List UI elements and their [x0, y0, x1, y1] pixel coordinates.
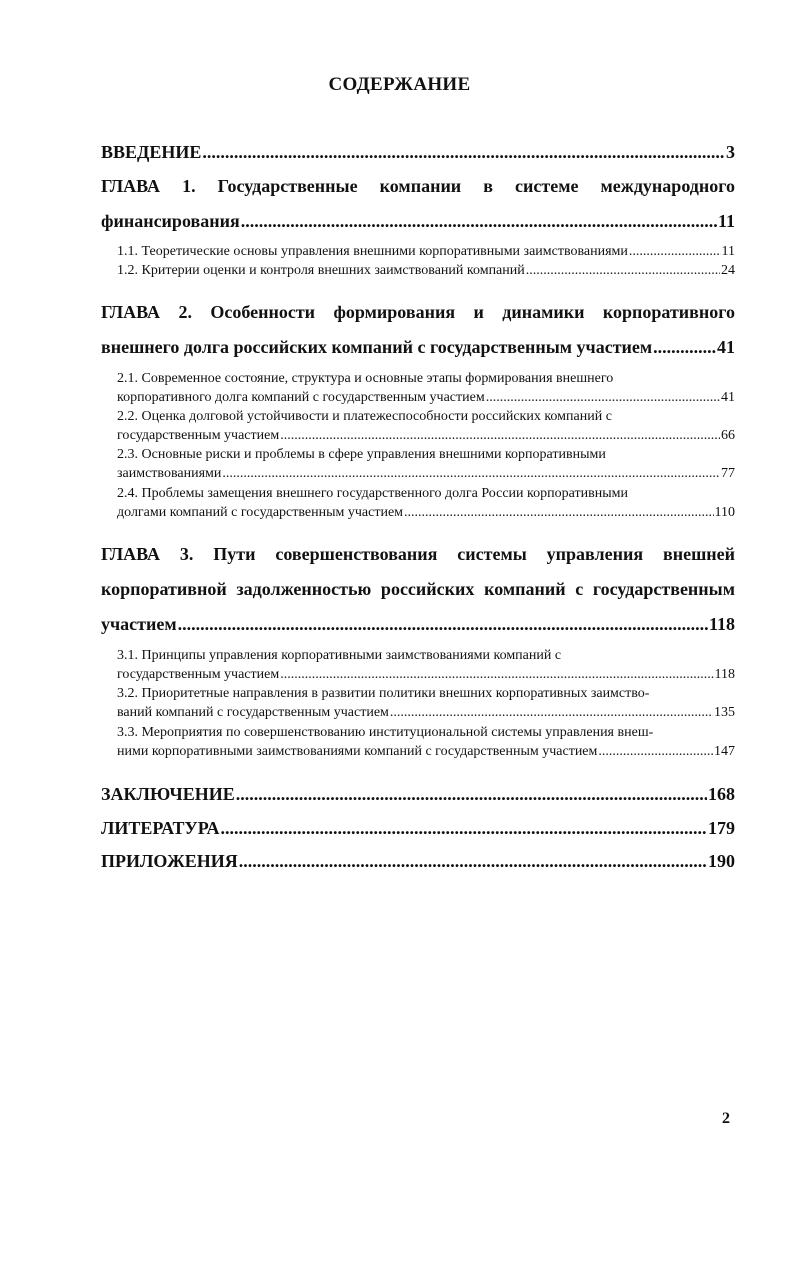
dot-leader: [598, 744, 713, 760]
toc-entry-literature[interactable]: [101, 818, 735, 839]
toc-entry-label: 1.1. Теоретические основы управления внешними корпоративными заимствованиями: [117, 244, 628, 259]
toc-section-3-1-line1[interactable]: 3.1. Принципы управления корпоративными заимствованиями компаний с: [117, 648, 562, 663]
toc-entry-page: 135: [714, 705, 735, 720]
toc-chapter-3-line1[interactable]: ГЛАВА 3. Пути совершенствования системы управления внешней: [101, 544, 735, 564]
toc-chapter-3-line2[interactable]: корпоративной задолженностью российских компаний с государственным: [101, 579, 735, 599]
dot-leader: [241, 211, 717, 232]
dot-leader: [178, 614, 708, 635]
dot-leader: [486, 390, 720, 406]
toc-entry-label: ЗАКЛЮЧЕНИЕ: [101, 784, 235, 804]
toc-chapter-2-line1[interactable]: ГЛАВА 2. Особенности формирования и динамики корпоративного: [101, 302, 735, 322]
toc-section-3-1[interactable]: [117, 667, 735, 683]
toc-entry-label: участием: [101, 614, 177, 634]
page-number: 2: [722, 1110, 730, 1127]
dot-leader: [239, 851, 707, 872]
toc-section-2-2-line1[interactable]: 2.2. Оценка долговой устойчивости и платежеспособности российских компаний с: [117, 409, 612, 424]
toc-chapter-2[interactable]: [101, 337, 735, 358]
toc-section-2-1-line1[interactable]: 2.1. Современное состояние, структура и основные этапы формирования внешнего: [117, 371, 614, 386]
toc-entry-page: 11: [721, 244, 735, 259]
toc-entry-page: 190: [708, 851, 735, 871]
toc-section-3-3[interactable]: [117, 744, 735, 760]
dot-leader: [222, 466, 720, 482]
toc-entry-label: ними корпоративными заимствованиями компаний с государственным участием: [117, 744, 598, 759]
toc-entry-label: ПРИЛОЖЕНИЯ: [101, 851, 238, 871]
toc-entry-page: 11: [717, 211, 735, 231]
toc-entry-label: внешнего долга российских компаний с государственным участием: [101, 337, 653, 357]
toc-entry-appendix[interactable]: [101, 851, 735, 872]
toc-entry-label: ЛИТЕРАТУРА: [101, 818, 220, 838]
dot-leader: [220, 818, 707, 839]
toc-section-2-2[interactable]: [117, 428, 735, 444]
toc-entry-page: 168: [708, 784, 735, 804]
toc-entry-page: 147: [714, 744, 735, 759]
dot-leader: [280, 428, 720, 444]
toc-section-3-3-line1[interactable]: 3.3. Мероприятия по совершенствованию институциональной системы управления внеш-: [117, 725, 654, 740]
dot-leader: [390, 705, 713, 721]
toc-section-3-2[interactable]: [117, 705, 735, 721]
toc-entry-label: государственным участием: [117, 667, 280, 682]
toc-entry-intro[interactable]: [101, 142, 735, 163]
toc-entry-label: ваний компаний с государственным участием: [117, 705, 389, 720]
toc-section-1-1[interactable]: [117, 244, 735, 260]
dot-leader: [526, 263, 720, 279]
dot-leader: [404, 505, 714, 521]
toc-entry-label: финансирования: [101, 211, 240, 231]
toc-section-2-3[interactable]: [117, 466, 735, 482]
toc-section-2-1[interactable]: [117, 390, 735, 406]
toc-entry-page: 41: [717, 337, 735, 357]
toc-entry-page: 179: [708, 818, 735, 838]
dot-leader: [236, 784, 707, 805]
toc-chapter-1[interactable]: [101, 211, 735, 232]
toc-entry-page: 66: [721, 428, 735, 443]
toc-entry-label: государственным участием: [117, 428, 280, 443]
toc-entry-page: 118: [708, 614, 735, 634]
page-title: СОДЕРЖАНИЕ: [328, 74, 471, 95]
toc-chapter-3[interactable]: [101, 614, 735, 635]
toc-entry-page: 3: [726, 142, 735, 162]
toc-entry-page: 24: [721, 263, 735, 278]
dot-leader: [280, 667, 713, 683]
toc-entry-label: ВВЕДЕНИЕ: [101, 142, 202, 162]
toc-entry-label: долгами компаний с государственным участием: [117, 505, 404, 520]
toc-entry-page: 41: [721, 390, 735, 405]
toc-entry-page: 110: [714, 505, 735, 520]
toc-entry-page: 118: [714, 667, 735, 682]
dot-leader: [629, 244, 721, 260]
toc-section-2-4-line1[interactable]: 2.4. Проблемы замещения внешнего государственного долга России корпоративными: [117, 486, 628, 501]
toc-entry-page: 77: [721, 466, 735, 481]
toc-section-1-2[interactable]: [117, 263, 735, 279]
toc-section-2-3-line1[interactable]: 2.3. Основные риски и проблемы в сфере управления внешними корпоративными: [117, 447, 606, 462]
toc-entry-conclusion[interactable]: [101, 784, 735, 805]
dot-leader: [202, 142, 725, 163]
toc-entry-label: 1.2. Критерии оценки и контроля внешних заимствований компаний: [117, 263, 525, 278]
toc-entry-label: корпоративного долга компаний с государственным участием: [117, 390, 485, 405]
dot-leader: [653, 337, 716, 358]
toc-section-2-4[interactable]: [117, 505, 735, 521]
toc-chapter-1-line1[interactable]: ГЛАВА 1. Государственные компании в системе международного: [101, 176, 735, 196]
toc-section-3-2-line1[interactable]: 3.2. Приоритетные направления в развитии политики внешних корпоративных заимство-: [117, 686, 650, 701]
toc-entry-label: заимствованиями: [117, 466, 222, 481]
